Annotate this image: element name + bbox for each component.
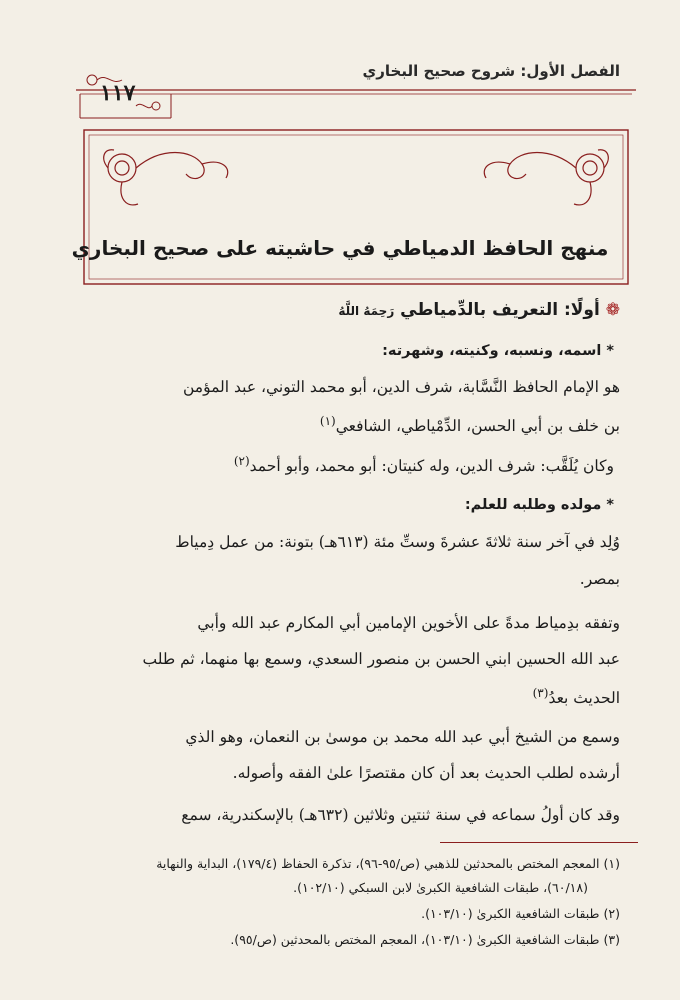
honorific-text: رَحِمَهُ اللَّهُ [338,304,395,318]
page-number: ١١٧ [100,80,136,106]
footnote-divider [440,842,638,843]
footnote-number: (٢) [603,906,620,921]
corner-scroll-right-icon [484,150,608,205]
paragraph-line: وسمع من الشيخ أبي عبد الله محمد بن موسىٰ بن النعمان، وهو الذي [185,728,620,746]
subheading-name: * اسمه، ونسبه، وكنيته، وشهرته: [382,343,614,359]
footnote-1: (١) المعجم المختص بالمحدثين للذهبي (ص/٩٥-٩٦)، تذكرة الحفاظ (١٧٩/٤)، البداية والنهاية [156,856,620,871]
paragraph-line: وتفقه بدِمياط مدةً على الأخوين الإمامين أبي المكارم عبد الله وأبي [197,614,620,632]
footnote-number: (١) [603,856,620,871]
paragraph-line: بن خلف بن أبي الحسن، الدِّمْياطي، الشافعي$^{(١)}$ [319,414,620,436]
chapter-title: الفصل الأول: شروح صحيح البخاري [362,62,620,80]
section-title: منهج الحافظ الدمياطي في حاشيته على صحيح البخاري [71,236,609,260]
paragraph-line: وكان يُلَقَّب: شرف الدين، وله كنيتان: أبو محمد، وأبو أحمد$^{(٢)}$ [233,454,614,476]
footnote-2: (٢) طبقات الشافعية الكبرىٰ (١٠٣/١٠). [421,906,620,921]
paragraph-line: وُلِد في آخر سنة ثلاثةَ عشرةَ وستِّ مئة (٦١٣هـ) بتونة: من عمل دِمياط [175,533,620,551]
paragraph-line: بمصر. [579,570,620,588]
footnote-number: (٣) [603,932,620,947]
footnote-ref[interactable]: (٢) [233,454,250,468]
corner-scroll-left-icon [104,150,228,205]
subheading-birth: * مولده وطلبه للعلم: [464,497,614,513]
title-frame-ornament [82,128,630,286]
paragraph-line: عبد الله الحسين ابني الحسن بن منصور السعدي، وسمع بها منهما، ثم طلب [142,650,620,668]
paragraph-line: الحديث بعدُ$^{(٣)}$ [532,686,620,708]
paragraph-line: وقد كان أولُ سماعه في سنة ثنتين وثلاثين (٦٣٢هـ) بالإسكندرية، سمع [181,806,620,824]
footnote-ref[interactable]: (١) [319,414,336,428]
footnote-1-cont: (٦٠/١٨)، طبقات الشافعية الكبرىٰ لابن السبكي (١٠٢/١٠). [293,880,588,895]
footnote-3: (٣) طبقات الشافعية الكبرىٰ (١٠٣/١٠)، المعجم المختص بالمحدثين (ص/٩٥). [230,932,620,947]
section-heading [338,300,620,320]
flower-marker-icon: ❁ [605,300,620,320]
footnote-ref[interactable]: (٣) [532,686,549,700]
paragraph-line: أرشده لطلب الحديث بعد أن كان مقتصرًا علىٰ الفقه وأصوله. [232,764,620,782]
paragraph-line: هو الإمام الحافظ النَّسَّابة، شرف الدين، أبو محمد التوني، عبد المؤمن [182,378,620,396]
heading-text: أولًا: التعريف بالدِّمياطي [400,300,600,320]
